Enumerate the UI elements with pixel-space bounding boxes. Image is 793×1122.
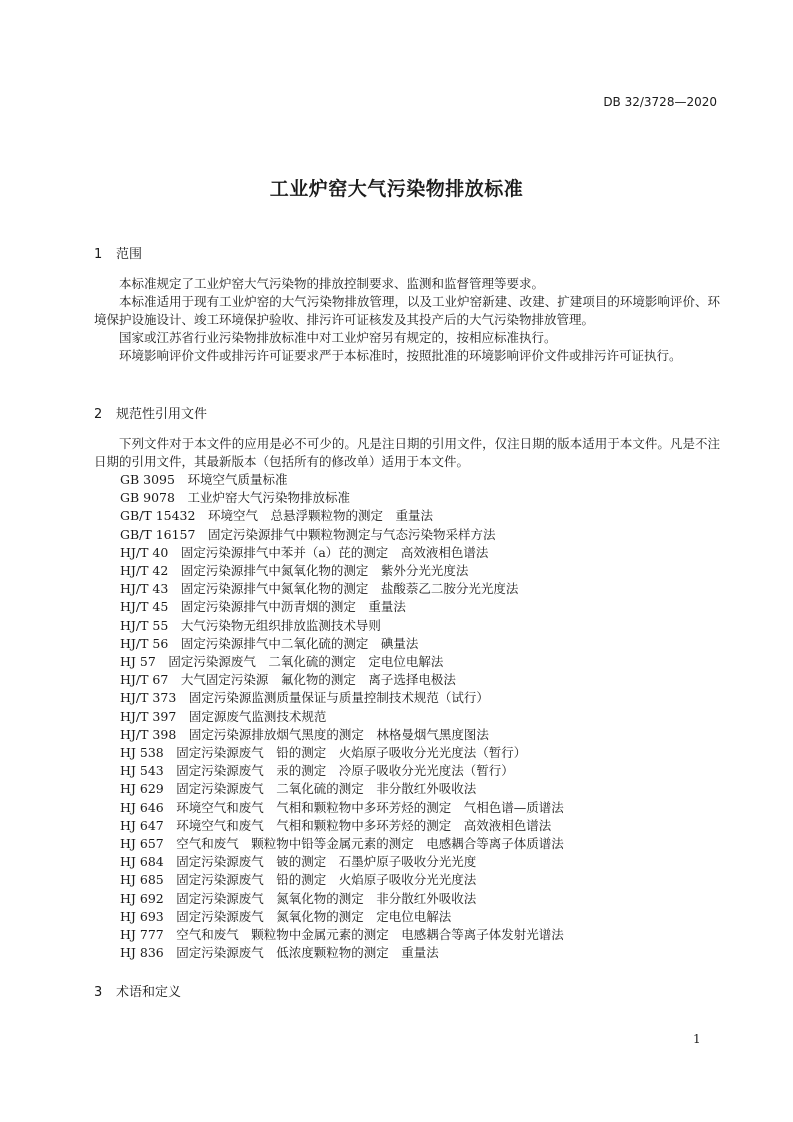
reference-title: 固定污染源排放烟气黑度的测定 林格曼烟气黑度图法 <box>188 726 489 742</box>
reference-item <box>120 653 564 671</box>
reference-item <box>120 853 564 871</box>
page-title: 工业炉窑大气污染物排放标准 <box>269 178 524 200</box>
reference-code: HJ/T 67 <box>120 672 169 688</box>
reference-item <box>120 817 564 835</box>
reference-code: HJ 777 <box>120 927 164 943</box>
reference-item <box>120 744 564 762</box>
reference-title: 固定污染源排气中氮氧化物的测定 盐酸萘乙二胺分光光度法 <box>180 581 519 597</box>
reference-title: 固定污染源废气 二氧化硫的测定 定电位电解法 <box>168 654 444 670</box>
reference-code: HJ 57 <box>120 654 156 670</box>
reference-title: 固定污染源废气 铅的测定 火焰原子吸收分光光度法 <box>176 872 477 888</box>
reference-title: 环境空气和废气 气相和颗粒物中多环芳烃的测定 气相色谱—质谱法 <box>176 799 564 815</box>
reference-item <box>120 580 564 598</box>
reference-item <box>120 489 564 507</box>
reference-code: HJ 647 <box>120 817 164 833</box>
reference-list <box>120 471 564 962</box>
reference-item <box>120 944 564 962</box>
reference-code: HJ 657 <box>120 836 164 852</box>
reference-item <box>120 671 564 689</box>
scope-paragraph: 本标准适用于现有工业炉窑的大气污染物排放管理，以及工业炉窑新建、改建、扩建项目的环境影响评价、环境保护设施设计、竣工环境保护验收、排污许可证核发及其投产后的大气污染物排放管理。 <box>94 294 720 327</box>
reference-code: HJ 646 <box>120 799 164 815</box>
reference-title: 空气和废气 颗粒物中金属元素的测定 电感耦合等离子体发射光谱法 <box>176 927 564 943</box>
reference-code: HJ/T 398 <box>120 726 177 742</box>
reference-code: HJ/T 55 <box>120 617 169 633</box>
reference-code: HJ 538 <box>120 745 164 761</box>
reference-title: 固定污染源排气中氮氧化物的测定 紫外分光光度法 <box>180 563 469 579</box>
reference-item <box>120 617 564 635</box>
reference-code: HJ/T 397 <box>120 708 177 724</box>
reference-code: HJ 836 <box>120 945 164 961</box>
reference-item <box>120 507 564 525</box>
reference-title: 固定污染源监测质量保证与质量控制技术规范（试行） <box>188 690 489 706</box>
reference-title: 固定污染源排气中颗粒物测定与气态污染物采样方法 <box>207 526 496 542</box>
reference-title: 固定污染源废气 氮氧化物的测定 定电位电解法 <box>176 908 452 924</box>
reference-title: 固定污染源废气 汞的测定 冷原子吸收分光光度法（暂行） <box>176 763 514 779</box>
reference-title: 固定污染源废气 氮氧化物的测定 非分散红外吸收法 <box>176 890 477 906</box>
reference-code: HJ/T 40 <box>120 544 169 560</box>
reference-title: 固定污染源排气中苯并（a）芘的测定 高效液相色谱法 <box>180 544 489 560</box>
reference-item <box>120 544 564 562</box>
reference-code: GB/T 15432 <box>120 508 196 524</box>
reference-item <box>120 890 564 908</box>
reference-title: 固定污染源废气 铅的测定 火焰原子吸收分光光度法（暂行） <box>176 745 527 761</box>
reference-code: GB 9078 <box>120 490 175 506</box>
reference-title: 环境空气质量标准 <box>187 472 288 487</box>
reference-title: 固定污染源排气中二氧化硫的测定 碘量法 <box>180 635 419 651</box>
reference-item <box>120 562 564 580</box>
section-heading-terms <box>94 981 181 1000</box>
section-title: 规范性引用文件 <box>116 407 208 422</box>
reference-item <box>120 598 564 616</box>
reference-title: 固定污染源废气 铍的测定 石墨炉原子吸收分光光度 <box>176 854 477 870</box>
reference-code: HJ/T 56 <box>120 635 169 651</box>
reference-title: 固定污染源排气中沥青烟的测定 重量法 <box>180 599 406 615</box>
reference-title: 空气和废气 颗粒物中铅等金属元素的测定 电感耦合等离子体质谱法 <box>176 836 564 852</box>
document-code: DB 32/3728—2020 <box>603 95 717 109</box>
reference-code: HJ 692 <box>120 890 164 906</box>
reference-code: HJ 693 <box>120 908 164 924</box>
reference-title: 工业炉窑大气污染物排放标准 <box>187 490 350 506</box>
reference-item <box>120 689 564 707</box>
reference-title: 环境空气 总悬浮颗粒物的测定 重量法 <box>207 508 433 524</box>
scope-paragraphs <box>94 275 720 365</box>
scope-paragraph: 本标准规定了工业炉窑大气污染物的排放控制要求、监测和监督管理等要求。 <box>119 276 545 291</box>
reference-title: 大气污染物无组织排放监测技术导则 <box>180 617 381 633</box>
reference-code: GB 3095 <box>120 472 175 487</box>
scope-paragraph: 国家或江苏省行业污染物排放标准中对工业炉窑另有规定的，按相应标准执行。 <box>119 330 557 345</box>
reference-item <box>120 471 564 489</box>
reference-code: HJ 543 <box>120 763 164 779</box>
reference-item <box>120 526 564 544</box>
reference-item <box>120 780 564 798</box>
section-number: 1 <box>94 247 103 262</box>
reference-item <box>120 908 564 926</box>
reference-item <box>120 835 564 853</box>
reference-code: HJ/T 45 <box>120 599 169 615</box>
page-number: 1 <box>693 1032 701 1046</box>
reference-item <box>120 871 564 889</box>
reference-code: HJ/T 373 <box>120 690 177 706</box>
reference-item <box>120 799 564 817</box>
section-heading-scope <box>94 243 142 262</box>
reference-title: 固定污染源废气 二氧化硫的测定 非分散红外吸收法 <box>176 781 477 797</box>
section-number: 3 <box>94 985 103 1000</box>
reference-title: 环境空气和废气 气相和颗粒物中多环芳烃的测定 高效液相色谱法 <box>176 817 552 833</box>
reference-item <box>120 708 564 726</box>
reference-title: 固定源废气监测技术规范 <box>188 708 327 724</box>
reference-code: GB/T 16157 <box>120 526 196 542</box>
reference-code: HJ 685 <box>120 872 164 888</box>
normative-intro <box>94 435 720 471</box>
reference-item <box>120 635 564 653</box>
reference-code: HJ 684 <box>120 854 164 870</box>
reference-item <box>120 726 564 744</box>
scope-paragraph: 环境影响评价文件或排污许可证要求严于本标准时，按照批准的环境影响评价文件或排污许可证执行。 <box>119 348 682 363</box>
normative-intro-paragraph: 下列文件对于本文件的应用是必不可少的。凡是注日期的引用文件，仅注日期的版本适用于本文件。凡是不注日期的引用文件，其最新版本（包括所有的修改单）适用于本文件。 <box>94 436 720 469</box>
section-title: 范围 <box>116 247 143 262</box>
reference-code: HJ/T 43 <box>120 581 169 597</box>
reference-title: 固定污染源废气 低浓度颗粒物的测定 重量法 <box>176 945 439 961</box>
section-number: 2 <box>94 407 103 422</box>
reference-item <box>120 762 564 780</box>
section-heading-normative-references <box>94 403 207 422</box>
reference-item <box>120 926 564 944</box>
section-title: 术语和定义 <box>116 985 182 1000</box>
reference-title: 大气固定污染源 氟化物的测定 离子选择电极法 <box>180 672 456 688</box>
reference-code: HJ/T 42 <box>120 563 169 579</box>
reference-code: HJ 629 <box>120 781 164 797</box>
